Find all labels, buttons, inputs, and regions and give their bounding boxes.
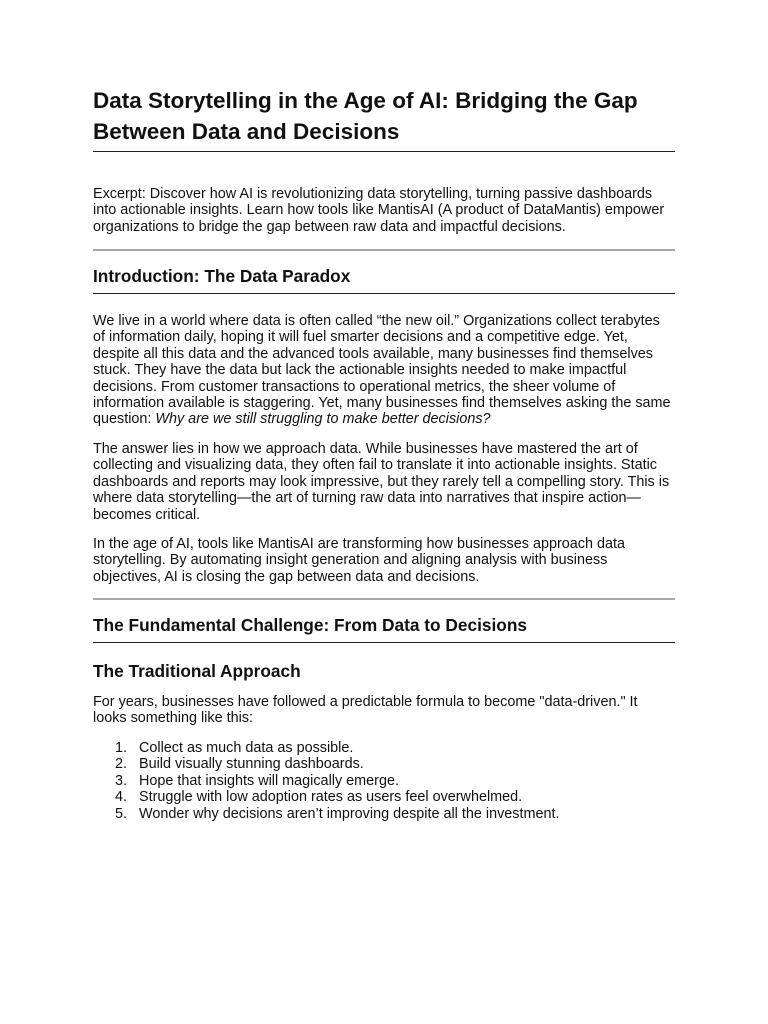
traditional-approach-steps — [93, 740, 675, 822]
section-separator — [93, 598, 675, 600]
intro-paragraph-3: In the age of AI, tools like MantisAI are transforming how businesses approach data storytelling. By automating insight generation and aligning analysis with business objectives, AI is closing the gap between data and decisions. — [93, 536, 625, 585]
article-excerpt: Excerpt: Discover how AI is revolutionizing data storytelling, turning passive dashboards into actionable insights. Learn how tools like MantisAI (A product of DataMantis) empower organizations to bridge the gap between raw data and impactful decisions. — [93, 186, 665, 235]
list-item — [93, 789, 675, 805]
list-item-number: 4. — [115, 789, 128, 806]
list-item-number: 5. — [115, 805, 128, 822]
intro-heading: Introduction: The Data Paradox — [93, 266, 351, 286]
list-item-text: Wonder why decisions aren’t improving despite all the investment. — [139, 805, 560, 822]
list-item-text: Hope that insights will magically emerge. — [139, 772, 399, 789]
list-item — [93, 756, 675, 772]
list-item — [93, 773, 675, 789]
list-item — [93, 806, 675, 822]
list-item — [93, 740, 675, 756]
intro-heading-divider — [93, 293, 675, 294]
intro-paragraph-1 — [93, 313, 675, 428]
list-item-number: 3. — [115, 772, 128, 789]
intro-question: Why are we still struggling to make better decisions? — [155, 411, 491, 428]
list-item-text: Build visually stunning dashboards. — [139, 756, 364, 773]
traditional-approach-heading: The Traditional Approach — [93, 661, 301, 681]
intro-paragraph-1-text: We live in a world where data is often called “the new oil.” Organizations collect terabytes of information daily, hoping it will fuel smarter decisions and a competitive edge. Yet, despite all this data and the advanced tools available, many businesses find themselves stuck. They have the data but lack the actionable insights needed to make impactful decisions. From customer transactions to operational metrics, the sheer volume of information available is staggering. Yet, many businesses find themselves asking the same question: — [93, 313, 671, 428]
list-item-number: 1. — [115, 740, 128, 756]
title-divider — [93, 151, 675, 152]
challenge-heading-divider — [93, 642, 675, 643]
section-separator — [93, 249, 675, 251]
list-item-text: Collect as much data as possible. — [139, 740, 354, 756]
article-title: Data Storytelling in the Age of AI: Bridging the Gap Between Data and Decisions — [93, 88, 638, 144]
intro-paragraph-2: The answer lies in how we approach data. While businesses have mastered the art of collecting and visualizing data, they often fail to translate it into actionable insights. Static dashboards and reports may look impressive, but they rarely tell a compelling story. This is where data storytelling—the art of turning raw data into narratives that inspire action—becomes critical. — [93, 441, 670, 523]
challenge-heading: The Fundamental Challenge: From Data to Decisions — [93, 615, 528, 635]
list-item-text: Struggle with low adoption rates as users feel overwhelmed. — [139, 789, 523, 806]
list-item-number: 2. — [115, 756, 128, 773]
traditional-approach-intro: For years, businesses have followed a predictable formula to become "data-driven." It looks something like this: — [93, 694, 638, 727]
